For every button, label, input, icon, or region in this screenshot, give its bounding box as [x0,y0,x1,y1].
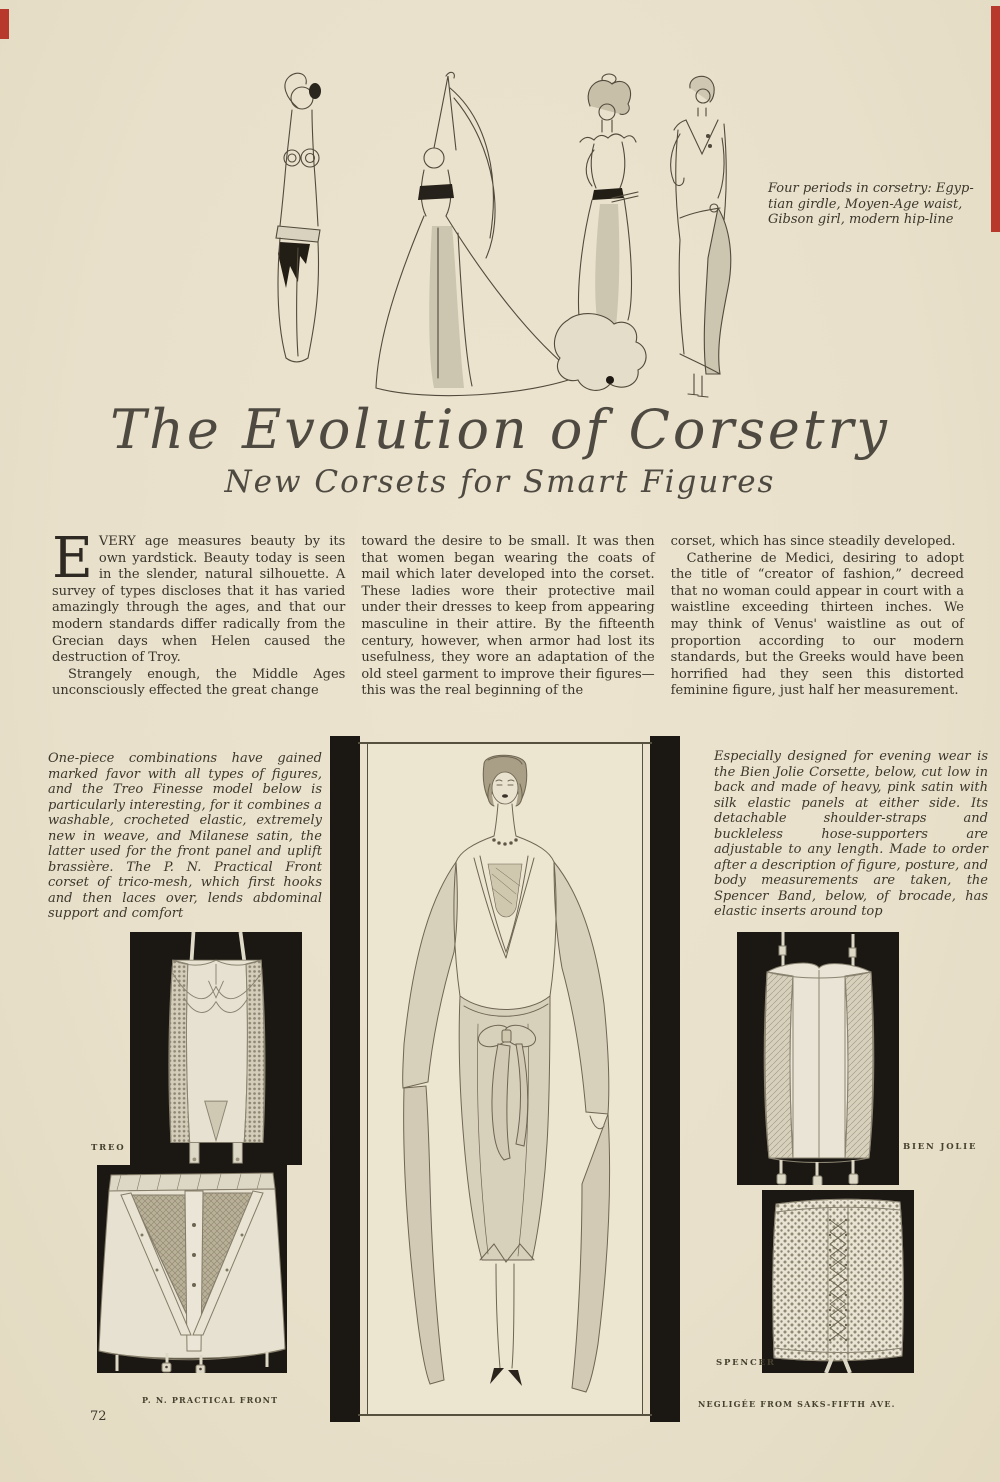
frame-rule [358,1414,652,1416]
top-illustration-caption [768,181,992,228]
drop-cap: E [52,526,93,591]
article-body [52,526,964,700]
negligee-illustration [368,744,642,1414]
frame-black-bar-right [650,736,680,1422]
paragraph: VERY age measures beauty by its own yardstick. Beauty today is seen in the slender, natural silhouette. A survey of types discloses that it has varied amazingly through the ages, and that our modern standards differ radically from the Grecian days when Helen caused the destruction of Troy. [52,534,346,666]
practical-front-label: P. N. PRACTICAL FRONT [142,1395,279,1405]
caption-line: Four periods in corsetry: Egyp- [768,181,974,196]
spencer-product-photo [762,1190,914,1373]
gibson-girl-figure [554,74,646,390]
negligee-illustration-frame [330,736,680,1422]
paragraph: Catherine de Medici, desiring to adopt the title of “creator of fashion,” decreed that no woman could appear in court with a waistline exceeding thirteen inches. We may think of Venus' waistline as out of proportion according to our modern standards, but the Greeks would have been horrified had they seen this distorted feminine figure, just half her measurement. [670,550,964,699]
treo-label: TREO [91,1143,126,1153]
bien-jolie-label: BIEN JOLIE [903,1142,978,1152]
article-column-1 [52,526,346,700]
egyptian-girdle-figure [276,73,321,362]
negligee-source-label: NEGLIGÉE FROM SAKS-FIFTH AVE. [698,1399,896,1409]
red-edge-mark-right [991,6,1000,232]
practical-front-product-photo [97,1165,287,1373]
paragraph: Strangely enough, the Middle Ages unconsciously effected the great change [52,666,346,699]
left-caption-note: One-piece combinations have gained marked favor with all types of figures, and the Treo Finesse model below is particularly interesting, for it combines a washable, crocheted elastic, extremely new in weave, and Milanese satin, the latter used for the front panel and uplift brassière. The P. N. Practical Front corset of trico-mesh, which first hooks and then laces over, lends abdominal support and comfort [48,751,322,921]
caption-line: Gibson girl, modern hip-line [768,212,954,228]
bien-jolie-product-photo [737,932,899,1185]
article-column-3 [671,534,964,700]
page-subtitle: New Corsets for Smart Figures [224,464,776,500]
page-number: 72 [90,1409,107,1424]
paragraph: corset, which has since steadily developed. [670,534,956,549]
frame-black-bar-left [330,736,360,1422]
modern-hipline-figure [671,76,731,397]
treo-product-photo [130,932,302,1165]
page-title: The Evolution of Corsetry [110,398,890,461]
article-column-2 [361,534,654,700]
moyen-age-figure [376,72,580,395]
caption-line: tian girdle, Moyen-Age waist, [768,196,963,212]
right-caption-note: Especially designed for evening wear is the Bien Jolie Corsette, below, cut low in back and made of heavy, pink satin with silk elastic panels at either side. Its detachable shoulder-straps and buckleless hose-supporters are adjustable to any length. Made to order after a description of figure, posture, and body measurements are taken, the Spencer Band, below, of brocade, has elastic inserts around top [714,749,988,919]
paragraph: toward the desire to be small. It was then that women began wearing the coats of mail which later developed into the corset. These ladies wore their protective mail under their dresses to keep from appearing masculine in their attire. By the fifteenth century, however, when armor had lost its usefulness, they wore an adaptation of the old steel garment to improve their figures—this was the real beginning of the [361,534,655,699]
four-periods-illustration [228,58,753,398]
spencer-label: SPENCER [716,1358,776,1368]
red-edge-mark-left [0,9,9,39]
